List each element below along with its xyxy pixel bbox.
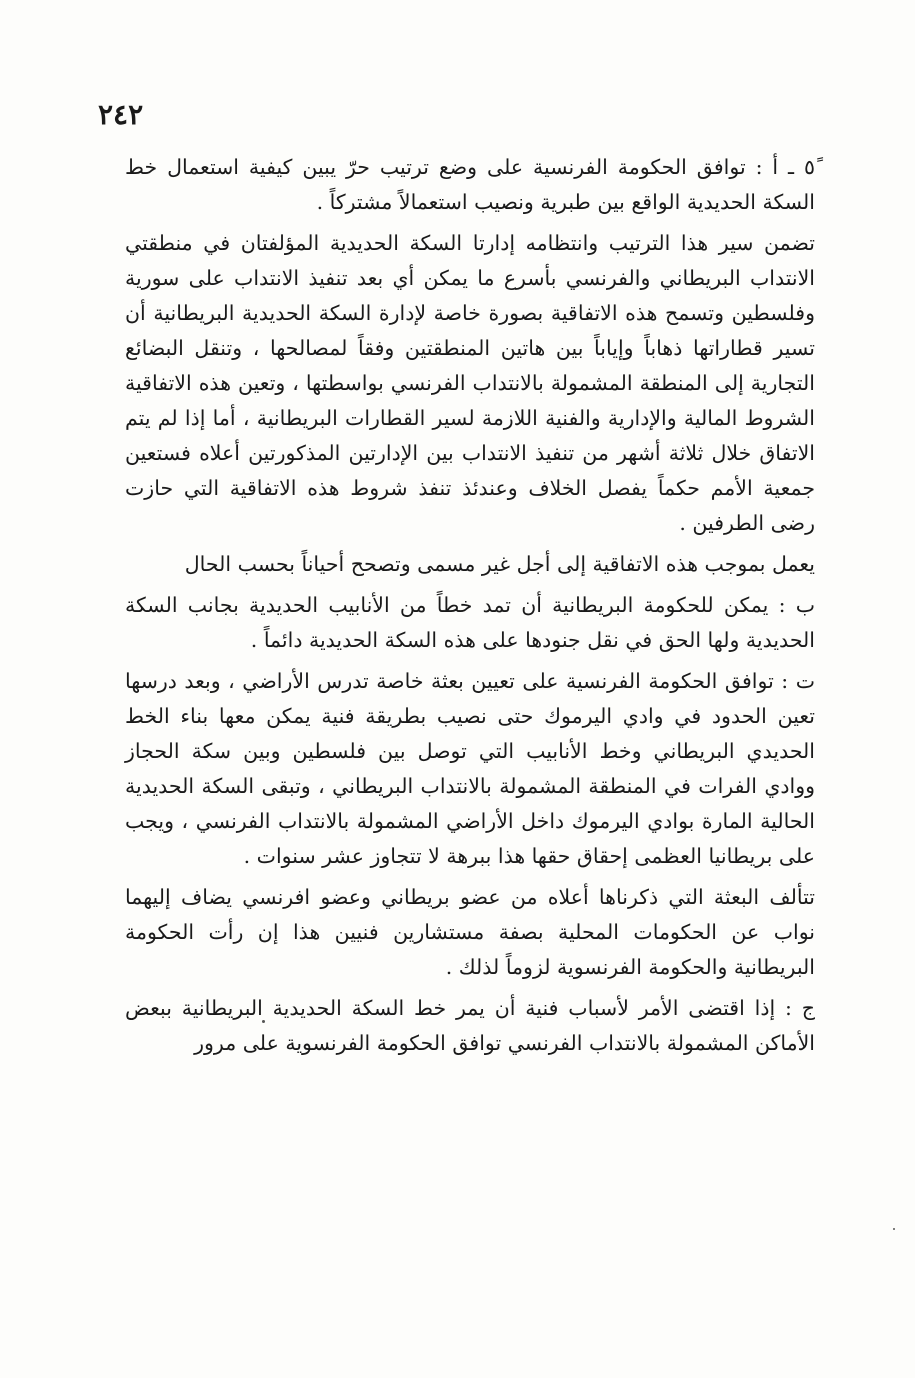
paragraph-j: ج : إذا اقتضى الأمر لأسباب فنية أن يمر خط السكة الحديدية البريطانية ببعض الأماكن المشمولة بالانتداب الفرنسي توافق الحكومة الفرنسوية على مرور [125, 996, 815, 1055]
scan-speck [893, 1228, 895, 1230]
paragraph-mission: تتألف البعثة التي ذكرناها أعلاه من عضو بريطاني وعضو افرنسي يضاف إليهما نواب عن الحكومات المحلية بصفة مستشارين فنيين هذا إن رأت الحكومة البريطانية والحكومة الفرنسوية لزوماً لذلك . [125, 885, 815, 979]
body-text [125, 150, 815, 1061]
paragraph-arrangement: تضمن سير هذا الترتيب وانتظامه إدارتا السكة الحديدية المؤلفتان في منطقتي الانتداب البريطاني والفرنسي بأسرع ما يمكن أي بعد تنفيذ الانتداب على سورية وفلسطين وتسمح هذه الاتفاقية بصورة خاصة لإدارة السكة الحديدية البريطانية أن تسير قطاراتها ذهاباً وإياباً بين هاتين المنطقتين وفقاً لمصالحها ، وتنقل البضائع التجارية إلى المنطقة المشمولة بالانتداب الفرنسي بواسطتها ، وتعين هذه الاتفاقية الشروط المالية والإدارية والفنية اللازمة لسير القطارات البريطانية ، أما إذا لم يتم الاتفاق خلال ثلاثة أشهر من تنفيذ الانتداب بين الإدارتين المذكورتين أعلاه فستعين جمعية الأمم حكماً يفصل الخلاف وعندئذ تنفذ شروط هذه الاتفاقية التي حازت رضى الطرفين . [125, 231, 815, 535]
paragraph-validity: يعمل بموجب هذه الاتفاقية إلى أجل غير مسمى وتصحح أحياناً بحسب الحال [184, 552, 815, 576]
page-number: ٢٤٢ [98, 98, 144, 131]
paragraph-t: ت : توافق الحكومة الفرنسية على تعيين بعثة خاصة تدرس الأراضي ، وبعد درسها تعين الحدود في وادي اليرموك حتى نصيب بطريقة فنية يمكن معها بناء الخط الحديدي البريطاني وخط الأنابيب التي توصل بين فلسطين وبين سكة الحجاز ووادي الفرات في المنطقة المشمولة بالانتداب البريطاني ، وتبقى السكة الحديدية الحالية المارة بوادي اليرموك داخل الأراضي المشمولة بالانتداب الفرنسي ، ويجب على بريطانيا العظمى إحقاق حقها هذا ببرهة لا تتجاوز عشر سنوات . [125, 669, 815, 868]
paragraph-b: ب : يمكن للحكومة البريطانية أن تمد خطاً من الأنابيب الحديدية بجانب السكة الحديدية ولها الحق في نقل جنودها على هذه السكة الحديدية دائماً . [125, 593, 815, 652]
scan-speck [262, 1020, 265, 1023]
paragraph-5a: ٥ً ـ أ : توافق الحكومة الفرنسية على وضع ترتيب حرّ يبين كيفية استعمال خط السكة الحديدية الواقع بين طبرية ونصيب استعمالاً مشتركاً . [125, 155, 815, 214]
